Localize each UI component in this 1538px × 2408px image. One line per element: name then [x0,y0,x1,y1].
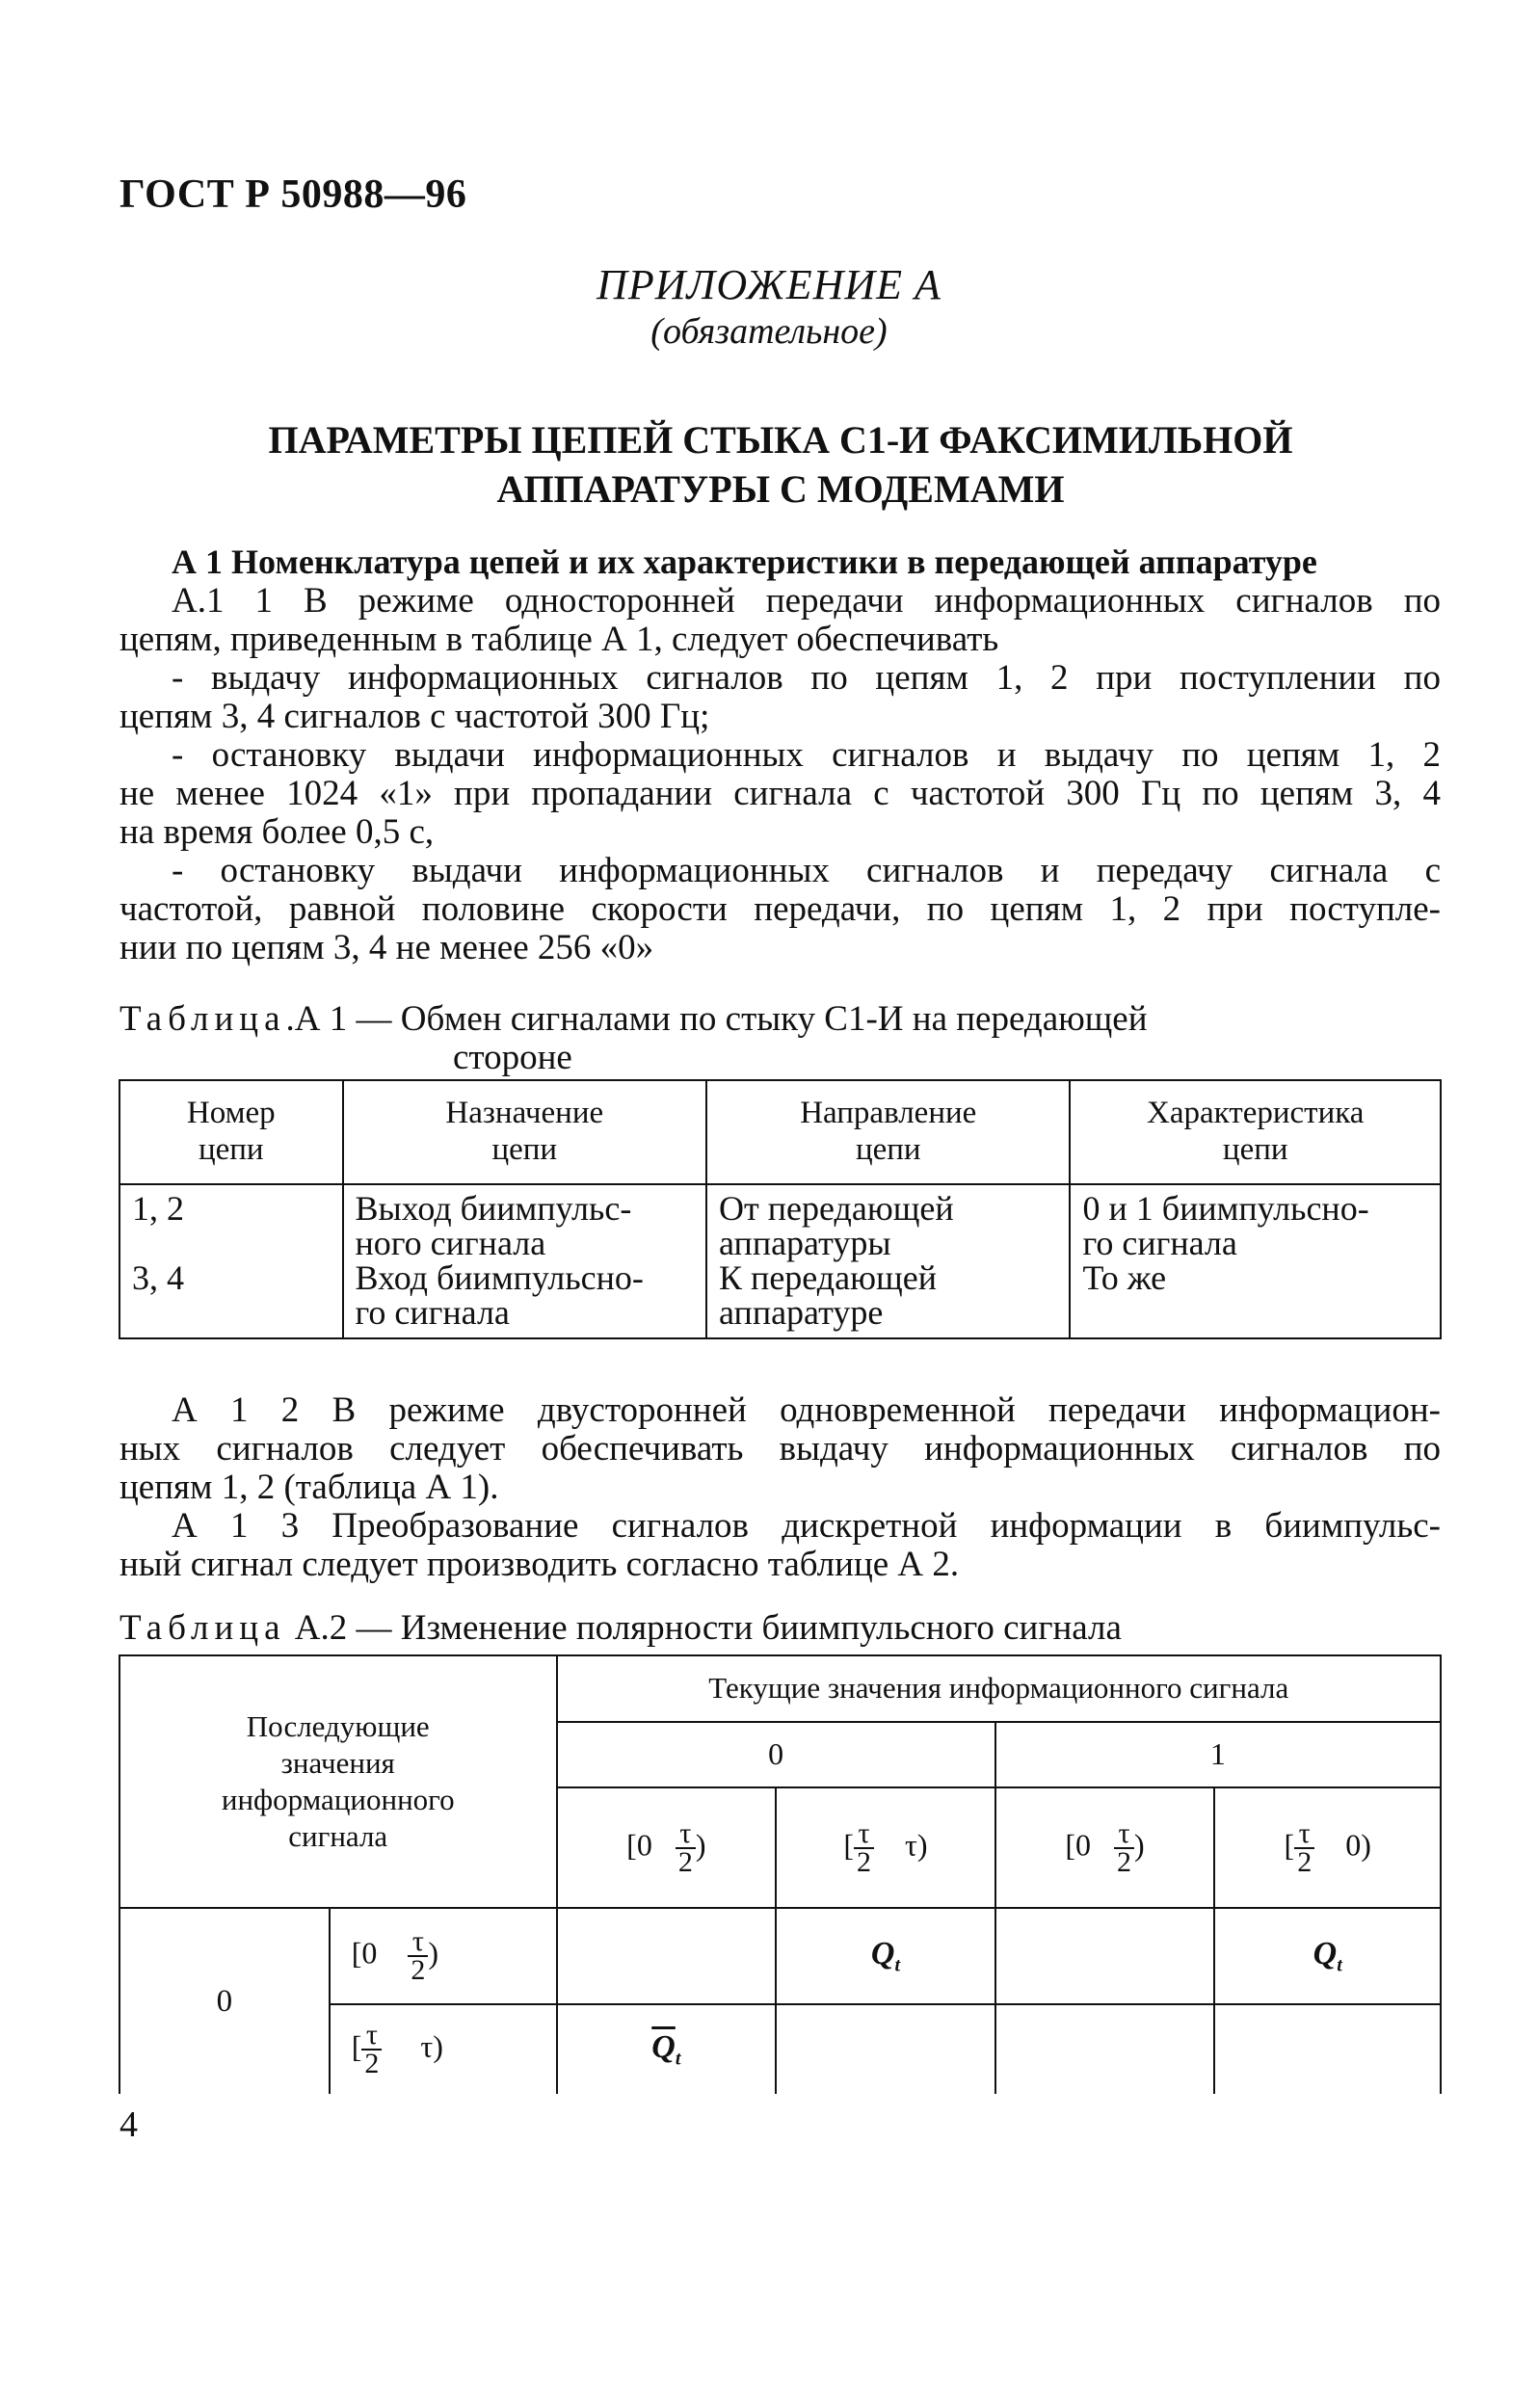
table-cell [1214,2004,1441,2094]
table-header-cell: Назначение цепи [343,1080,707,1184]
row-value-cell: 0 [119,1908,330,2094]
table-header-row [119,1655,1441,1722]
paragraph-line: А 1 2 В режиме двусторонней одновременной передачи информацион- [172,1390,1441,1430]
paragraph-line: - остановку выдачи информационных сигналов и передачу сигнала с [172,851,1441,890]
table-row [119,1184,1441,1338]
table-cell [995,1908,1215,2004]
table-a1-caption-line-2: стороне [453,1038,572,1077]
table-a2-caption: Таблица А.2 — Изменение полярности биимпульсного сигнала [119,1608,1122,1648]
interval-cell: [0 $\frac{\tau}{2}$ ) [330,1908,557,2004]
appendix-subtitle: (обязательное) [650,311,888,352]
table-cell: Выход биимпульс- ного сигнала Вход биимпульсно- го сигнала [343,1184,707,1338]
document-title-line-1: ПАРАМЕТРЫ ЦЕПЕЙ СТЫКА С1-И ФАКСИМИЛЬНОЙ [268,418,1293,462]
paragraph-line: ных сигналов следует обеспечивать выдачу информационных сигналов по [119,1429,1441,1469]
q-cell: $Q_t$ [776,1908,995,2004]
table-header-row [119,1080,1441,1184]
section-heading-a1: А 1 Номенклатура цепей и их характеристики в передающей аппаратуре [172,542,1317,581]
table-cell: 0 и 1 биимпульсно- го сигнала То же [1070,1184,1441,1338]
table-cell [995,2004,1215,2094]
table-cell: От передающей аппаратуры К передающей аппаратуре [706,1184,1070,1338]
standard-number: ГОСТ Р 50988—96 [119,172,467,217]
paragraph-line: А 1 3 Преобразование сигналов дискретной информации в биимпульс- [172,1506,1441,1546]
table-a2 [119,1654,1442,2094]
paragraph-line: - выдачу информационных сигналов по цепям 1, 2 при поступлении по [172,658,1441,698]
interval-header-cell: [ $\frac{\tau}{2}$ τ) [776,1787,995,1908]
group-header-cell: 1 [995,1722,1441,1788]
page-number: 4 [119,2104,138,2145]
paragraph-line: частотой, равной половине скорости передачи, по цепям 1, 2 при поступле- [119,889,1441,929]
interval-header-cell: [0 $\frac{\tau}{2}$ ) [995,1787,1215,1908]
paragraph-line: А.1 1 В режиме односторонней передачи информационных сигналов по [172,581,1441,621]
document-title-line-2: АППАРАТУРЫ С МОДЕМАМИ [496,467,1065,511]
appendix-title: ПРИЛОЖЕНИЕ А [597,261,941,308]
table-cell [776,2004,995,2094]
table-cell: 1, 2 3, 4 [119,1184,343,1338]
paragraph-line: цепям, приведенным в таблице А 1, следует обеспечивать [119,620,999,659]
table-row [119,1908,1441,2004]
interval-cell: [ $\frac{\tau}{2}$ τ) [330,2004,557,2094]
paragraph-line: на время более 0,5 с, [119,812,435,852]
table-header-cell: Номер цепи [119,1080,343,1184]
group-header-cell: 0 [557,1722,995,1788]
interval-header-cell: [ $\frac{\tau}{2}$ 0) [1214,1787,1441,1908]
table-header-cell: Характеристика цепи [1070,1080,1441,1184]
table-cell [557,1908,777,2004]
paragraph-line: нии по цепям 3, 4 не менее 256 «0» [119,928,654,967]
q-cell: $Q_t$ [1214,1908,1441,2004]
q-bar-cell: $\overline{Q}_t$ [557,2004,777,2094]
interval-header-cell: [0 $\frac{\tau}{2}$ ) [557,1787,777,1908]
paragraph-line: - остановку выдачи информационных сигналов и выдачу по цепям 1, 2 [172,735,1441,775]
paragraph-line: ный сигнал следует производить согласно таблице А 2. [119,1545,960,1584]
row-header-cell: Последующие значения информационного сигнала [119,1655,557,1908]
table-header-cell: Направление цепи [706,1080,1070,1184]
table-a1-caption: Таблица.А 1 — Обмен сигналами по стыку С1-И на передающей [119,999,1148,1039]
paragraph-line: не менее 1024 «1» при пропадании сигнала с частотой 300 Гц по цепям 3, 4 [119,774,1441,813]
table-a1 [119,1079,1442,1339]
column-header-cell: Текущие значения информационного сигнала [557,1655,1442,1722]
paragraph-line: цепям 3, 4 сигналов с частотой 300 Гц; [119,697,710,736]
paragraph-line: цепям 1, 2 (таблица А 1). [119,1468,499,1507]
